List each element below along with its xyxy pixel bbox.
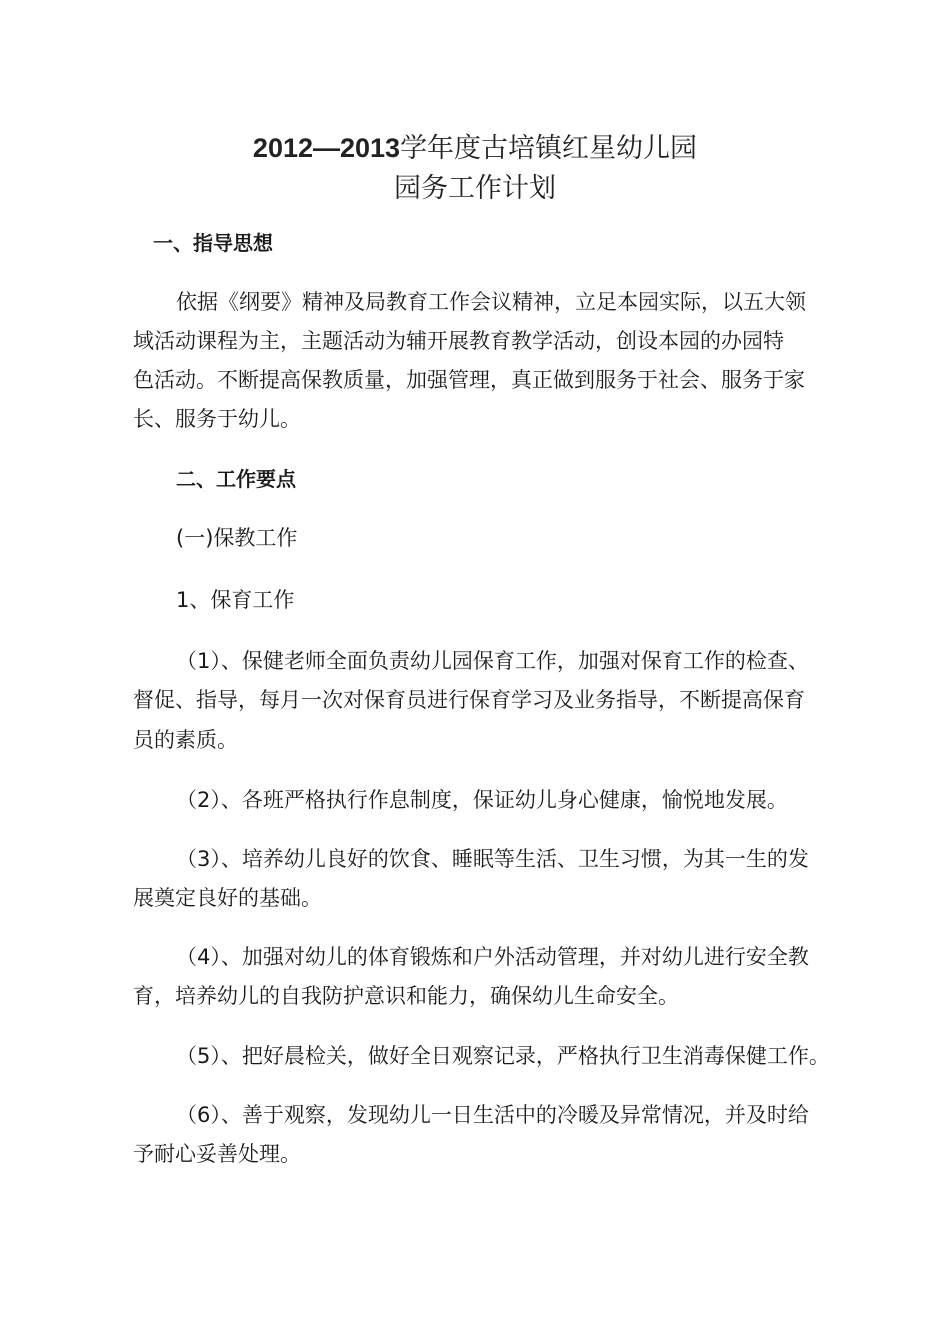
title-year-range: 2012—2013 — [252, 133, 401, 163]
item-1-line: 督促、指导，每月一次对保育员进行保育学习及业务指导，不断提高保育 — [133, 688, 805, 712]
paragraph-line: 域活动课程为主，主题活动为辅开展教育教学活动，创设本园的办园特 — [133, 329, 784, 353]
subheading-nursing-work: 1、保育工作 — [176, 588, 295, 612]
item-6-line: 予耐心妥善处理。 — [133, 1142, 301, 1166]
title-school-name: 学年度古培镇红星幼儿园 — [400, 133, 698, 164]
item-3-line: （3）、培养幼儿良好的饮食、睡眠等生活、卫生习惯，为其一生的发 — [176, 847, 809, 871]
document-title-line-2: 园务工作计划 — [394, 173, 556, 204]
paragraph-line: 长、服务于幼儿。 — [133, 407, 301, 431]
document-title-line-1 — [0, 126, 950, 165]
item-5-line: （5）、把好晨检关，做好全日观察记录，严格执行卫生消毒保健工作。 — [176, 1044, 830, 1068]
item-3-line: 展奠定良好的基础。 — [133, 886, 322, 910]
item-1-line: （1）、保健老师全面负责幼儿园保育工作，加强对保育工作的检查、 — [176, 649, 809, 673]
item-4-line: 育，培养幼儿的自我防护意识和能力，确保幼儿生命安全。 — [133, 984, 679, 1008]
item-1-line: 员的素质。 — [133, 728, 238, 752]
item-2-line: （2）、各班严格执行作息制度，保证幼儿身心健康，愉悦地发展。 — [176, 788, 788, 812]
item-6-line: （6）、善于观察，发现幼儿一日生活中的冷暖及异常情况，并及时给 — [176, 1103, 809, 1127]
item-4-line: （4）、加强对幼儿的体育锻炼和户外活动管理，并对幼儿进行安全教 — [176, 945, 809, 969]
section-heading-work-points: 二、工作要点 — [176, 467, 296, 491]
paragraph-line: 依据《纲要》精神及局教育工作会议精神，立足本园实际，以五大领 — [176, 290, 806, 314]
section-heading-guiding-ideology: 一、指导思想 — [153, 231, 273, 255]
paragraph-line: 色活动。不断提高保教质量，加强管理，真正做到服务于社会、服务于家 — [133, 368, 805, 392]
subheading-childcare-education: (一)保教工作 — [176, 526, 298, 550]
